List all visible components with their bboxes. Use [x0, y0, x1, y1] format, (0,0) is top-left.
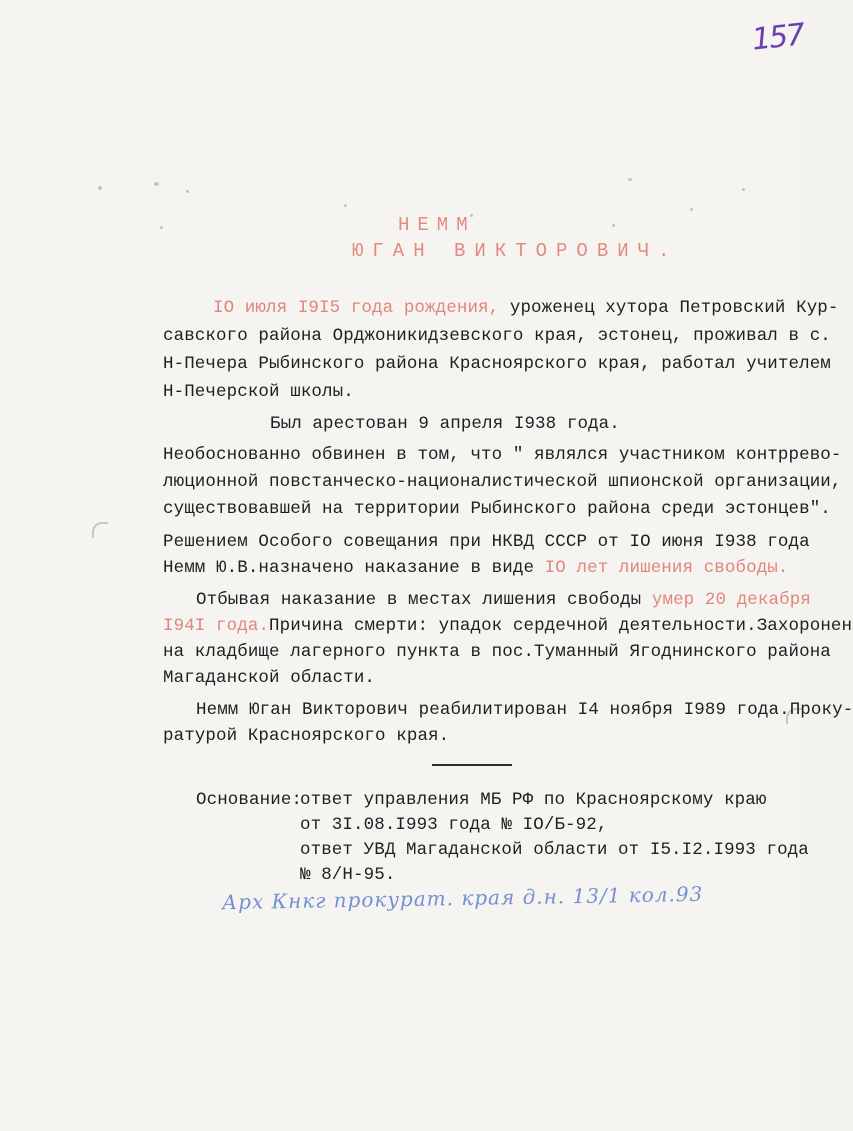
basis-line-4: № 8/Н-95.: [300, 865, 396, 885]
paragraph-birth-line-1: [213, 298, 839, 318]
basis-line-1: ответ управления МБ РФ по Красноярскому краю: [300, 790, 767, 810]
paragraph-death-line-3: на кладбище лагерного пункта в пос.Туманный Ягоднинского района: [163, 642, 831, 662]
scan-speck: [154, 182, 159, 186]
paragraph-arrest: Был арестован 9 апреля I938 года.: [270, 414, 620, 434]
death-intro-text: Отбывая наказание в местах лишения свободы: [196, 590, 652, 610]
death-cause-text: Причина смерти: упадок сердечной деятельности.Захоронен: [269, 616, 853, 636]
death-date-text: умер 20 декабря: [651, 590, 811, 610]
paragraph-accusation-line-3: существовавшей на территории Рыбинского района среди эстонцев".: [163, 499, 831, 519]
paragraph-rehabilitation-line-1: Немм Юган Викторович реабилитирован I4 ноября I989 года.Проку-: [196, 700, 853, 720]
sentence-text: Немм Ю.В.назначено наказание в виде: [163, 558, 545, 578]
paragraph-sentence-line-1: Решением Особого совещания при НКВД СССР от IO июня I938 года: [163, 532, 810, 552]
binding-mark: [92, 522, 108, 538]
page-number: 157: [750, 17, 805, 58]
scan-speck: [160, 226, 163, 229]
scan-speck: [612, 224, 615, 227]
birth-place-text: уроженец хутора Петровский Кур-: [499, 298, 839, 318]
basis-line-2: от 3I.08.I993 года № IO/Б-92,: [300, 815, 608, 835]
paragraph-accusation-line-1: Необоснованно обвинен в том, что " являлся участником контррево-: [163, 445, 842, 465]
paragraph-rehabilitation-line-2: ратурой Красноярского края.: [163, 726, 450, 746]
paragraph-accusation-line-2: люционной повстанческо-националистической шпионской организации,: [163, 472, 842, 492]
title-surname: НЕММ: [398, 214, 476, 236]
paragraph-birth-line-2: савского района Орджоникидзевского края, эстонец, проживал в с.: [163, 326, 831, 346]
birth-date-text: IO июля I9I5 года рождения,: [213, 298, 500, 318]
paragraph-birth-line-4: Н-Печерской школы.: [163, 382, 354, 402]
basis-label: Основание:: [196, 790, 303, 810]
sentence-term-text: IO лет лишения свободы.: [544, 558, 789, 578]
scan-speck: [98, 186, 102, 190]
paragraph-birth-line-3: Н-Печера Рыбинского района Красноярского края, работал учителем: [163, 354, 831, 374]
scan-speck: [742, 188, 745, 191]
scan-speck: [344, 204, 347, 207]
death-year-text: I94I года.: [163, 616, 270, 636]
paragraph-death-line-1: [196, 590, 811, 610]
handwritten-archive-note: Арх Кнкг прокурат. края д.н. 13/1 кол.93: [221, 881, 704, 915]
title-name: ЮГАН ВИКТОРОВИЧ.: [352, 240, 679, 262]
paragraph-death-line-4: Магаданской области.: [163, 668, 376, 688]
section-divider: [432, 764, 512, 766]
paragraph-death-line-2: [163, 616, 852, 636]
basis-line-3: ответ УВД Магаданской области от I5.I2.I993 года: [300, 840, 809, 860]
scan-speck: [628, 178, 632, 181]
paragraph-sentence-line-2: [163, 558, 789, 578]
scan-speck: [690, 208, 693, 211]
scan-speck: [186, 190, 189, 193]
